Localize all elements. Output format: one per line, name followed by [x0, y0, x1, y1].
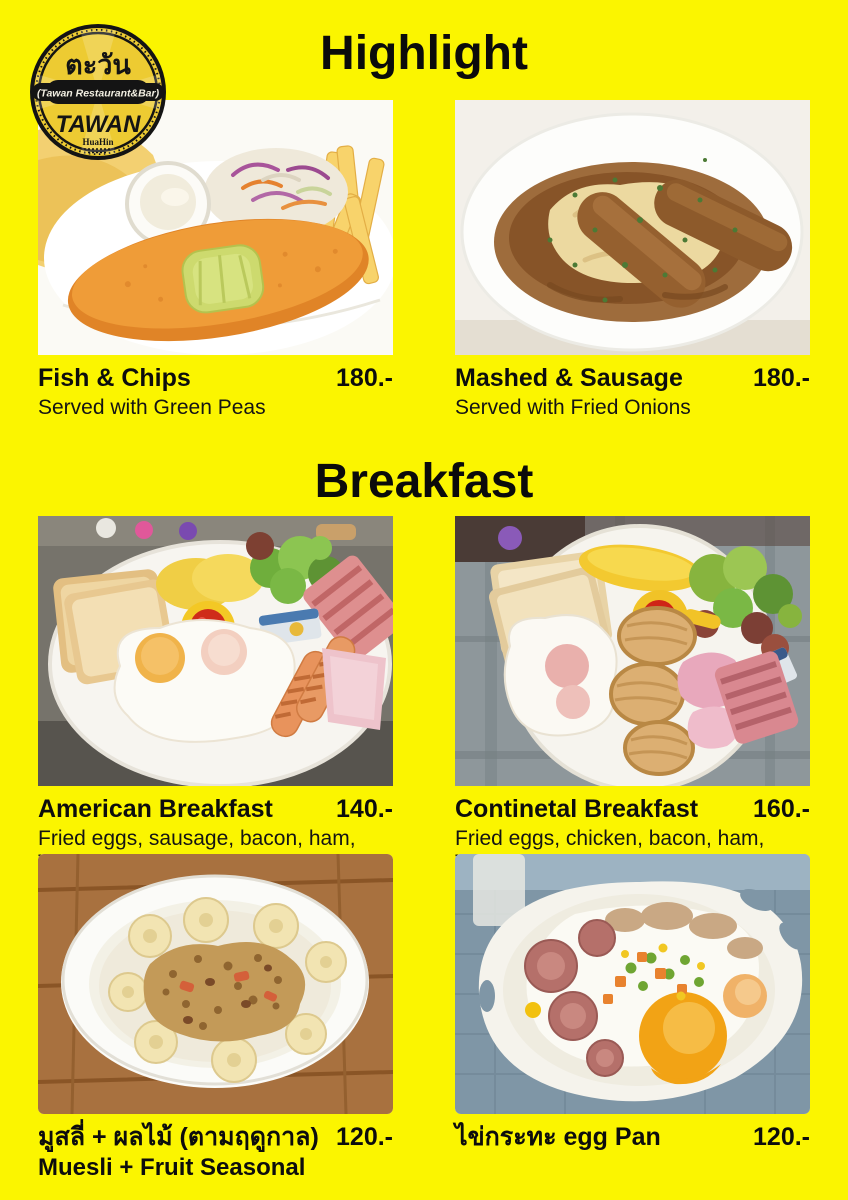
- continental-breakfast-photo: [455, 516, 810, 786]
- item-name: Fish & Chips: [38, 364, 191, 392]
- item-price: 120.-: [753, 1123, 810, 1151]
- item-name-english: Muesli + Fruit Seasonal: [38, 1154, 306, 1181]
- logo-thai-name: ตะวัน: [65, 50, 131, 80]
- american-breakfast-photo: [38, 516, 393, 786]
- item-price: 120.-: [336, 1123, 393, 1151]
- menu-card-american-breakfast: [38, 516, 393, 875]
- item-price: 180.-: [336, 364, 393, 392]
- item-description: Fried eggs, sausage, bacon, ham,: [38, 827, 356, 850]
- tawan-badge-icon: [28, 22, 168, 162]
- item-price: 180.-: [753, 364, 810, 392]
- logo-city-text: HuaHin: [82, 137, 114, 147]
- item-description: Fried eggs, chicken, bacon, ham,: [455, 827, 765, 850]
- menu-card-egg-pan: [455, 854, 810, 1182]
- restaurant-logo: [28, 22, 168, 162]
- logo-brand-text: TAWAN: [55, 111, 141, 138]
- item-name: Mashed & Sausage: [455, 364, 683, 392]
- item-name: Continetal Breakfast: [455, 795, 699, 823]
- item-description: Served with Fried Onions: [455, 396, 691, 419]
- menu-card-muesli: [38, 854, 393, 1182]
- section-title-breakfast: Breakfast: [314, 455, 534, 508]
- item-description: Served with Green Peas: [38, 396, 266, 419]
- mashed-and-sausage-photo: [455, 100, 810, 355]
- menu-card-mashed-and-sausage: [455, 100, 810, 420]
- breakfast-row-1: [38, 516, 810, 875]
- breakfast-row-2: [38, 854, 810, 1182]
- item-price: 140.-: [336, 795, 393, 823]
- egg-pan-photo: [455, 854, 810, 1114]
- section-title-highlight: Highlight: [320, 27, 528, 80]
- logo-banner-text: (Tawan Restaurant&Bar): [36, 87, 160, 100]
- muesli-photo: [38, 854, 393, 1114]
- menu-card-continental-breakfast: [455, 516, 810, 875]
- item-price: 160.-: [753, 795, 810, 823]
- item-name: มูสลี่ + ผลไม้ (ตามฤดูกาล): [38, 1123, 319, 1151]
- item-name: ไข่กระทะ egg Pan: [455, 1123, 661, 1151]
- item-name: American Breakfast: [38, 795, 273, 823]
